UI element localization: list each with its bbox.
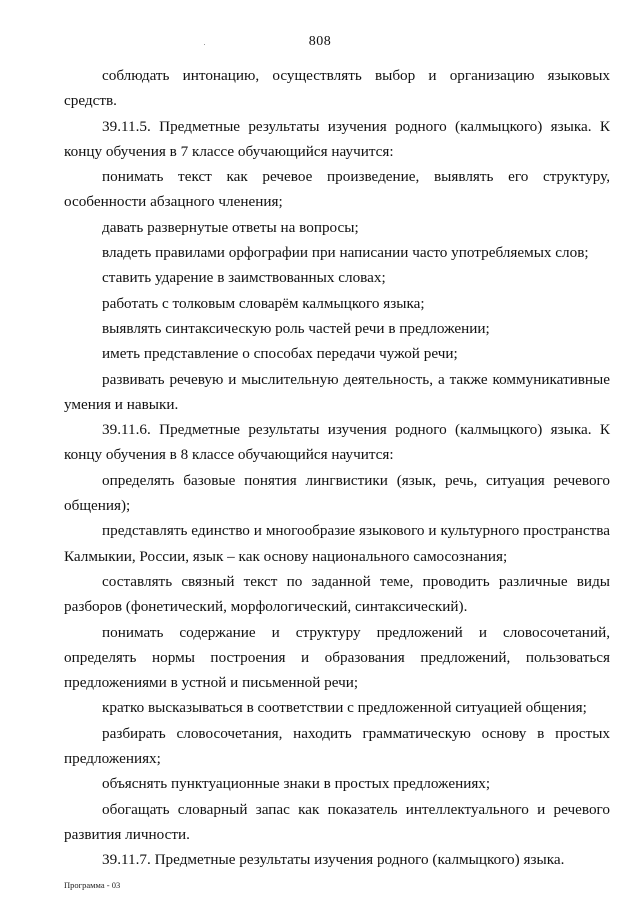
document-body bbox=[64, 63, 610, 873]
list-item: объяснять пунктуационные знаки в простых предложениях; bbox=[102, 775, 491, 793]
list-item: ставить ударение в заимствованных словах; bbox=[102, 269, 386, 287]
footer-label: Программа - 03 bbox=[64, 880, 121, 890]
list-item: понимать содержание и структуру предложений и словосочетаний, определять нормы построения и образования предложений, пользоваться предложениями в устной и письменной речи; bbox=[64, 623, 610, 692]
list-item: понимать текст как речевое произведение, выявлять его структуру, особенности абзацного членения; bbox=[64, 168, 610, 211]
list-item: работать с толковым словарём калмыцкого языка; bbox=[102, 294, 425, 312]
section-heading-39-11-6: 39.11.6. Предметные результаты изучения родного (калмыцкого) языка. К концу обучения в 8 классе обучающийся научится: bbox=[64, 421, 610, 464]
list-item: составлять связный текст по заданной теме, проводить различные виды разборов (фонетический, морфологический, синтаксический). bbox=[64, 572, 610, 616]
list-item: владеть правилами орфографии при написании часто употребляемых слов; bbox=[102, 244, 589, 262]
list-item: обогащать словарный запас как показатель интеллектуального и речевого развития личности. bbox=[64, 800, 610, 843]
page-number: 808 bbox=[308, 34, 332, 49]
list-item: кратко высказываться в соответствии с предложенной ситуацией общения; bbox=[102, 699, 587, 717]
paragraph-continuation: соблюдать интонацию, осуществлять выбор и организацию языковых средств. bbox=[64, 67, 610, 110]
list-item: определять базовые понятия лингвистики (язык, речь, ситуация речевого общения); bbox=[64, 471, 610, 515]
list-item: иметь представление о способах передачи чужой речи; bbox=[102, 345, 458, 363]
list-item: выявлять синтаксическую роль частей речи в предложении; bbox=[102, 319, 490, 337]
list-item: развивать речевую и мыслительную деятельность, а также коммуникативные умения и навыки. bbox=[64, 370, 610, 413]
list-item: разбирать словосочетания, находить грамматическую основу в простых предложениях; bbox=[64, 724, 610, 768]
list-item: давать развернутые ответы на вопросы; bbox=[102, 218, 359, 236]
section-heading-39-11-5: 39.11.5. Предметные результаты изучения родного (калмыцкого) языка. К концу обучения в 7 классе обучающийся научится: bbox=[64, 117, 610, 160]
section-heading-39-11-7: 39.11.7. Предметные результаты изучения родного (калмыцкого) языка. bbox=[102, 851, 565, 869]
list-item: представлять единство и многообразие языкового и культурного пространства Калмыкии, России, язык – как основу национального самосознания; bbox=[64, 522, 610, 565]
